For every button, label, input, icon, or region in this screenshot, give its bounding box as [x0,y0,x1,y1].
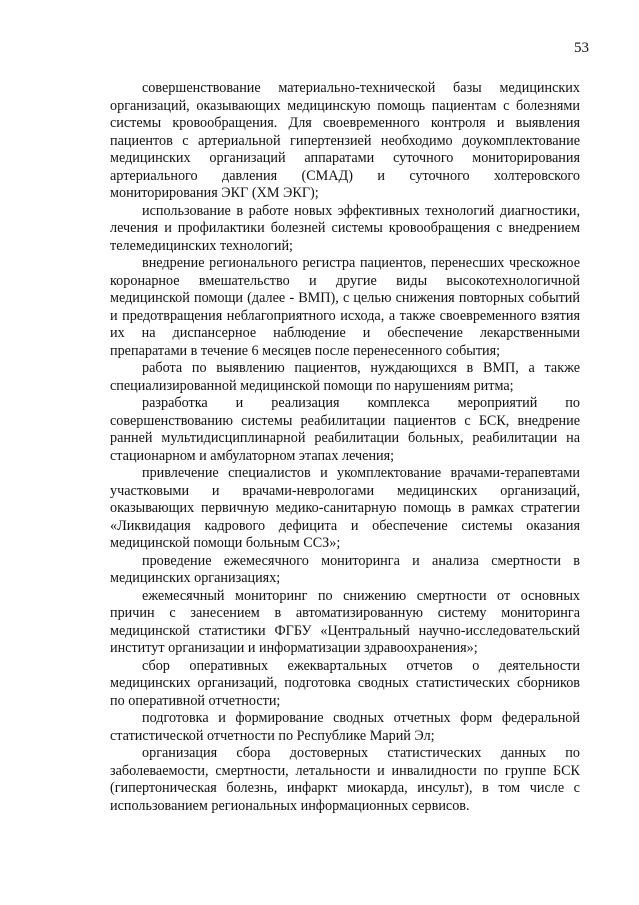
paragraph: подготовка и формирование сводных отчетных форм федеральной статистической отчетности по Республике Марий Эл; [110,710,580,744]
paragraph: ежемесячный мониторинг по снижению смертности от основных причин с занесением в автоматизированную систему мониторинга медицинской статистики ФГБУ «Центральный научно-исследовательский институт организации и информатизации здравоохранения»; [110,587,580,656]
paragraph: совершенствование материально-технической базы медицинских организаций, оказывающих медицинскую помощь пациентам с болезнями системы кровообращения. Для своевременного контроля и выявления пациентов с артериальной гипертензией необходимо доукомплектование медицинских организаций аппаратами суточного мониторирования артериального давления (СМАД) и суточного холтеровского мониторирования ЭКГ (ХМ ЭКГ); [110,80,580,201]
page-number: 53 [574,40,589,56]
paragraph: проведение ежемесячного мониторинга и анализа смертности в медицинских организациях; [110,552,580,586]
document-body [110,80,580,815]
paragraph: организация сбора достоверных статистических данных по заболеваемости, смертности, летальности и инвалидности по группе БСК (гипертоническая болезнь, инфаркт миокарда, инсульт), в том числе с использованием региональных информационных сервисов. [110,745,580,814]
paragraph: привлечение специалистов и укомплектование врачами-терапевтами участковыми и врачами-неврологами медицинских организаций, оказывающих первичную медико-санитарную помощь в рамках стратегии «Ликвидация кадрового дефицита и обеспечение системы оказания медицинской помощи больным ССЗ»; [110,465,580,551]
paragraph: разработка и реализация комплекса мероприятий по совершенствованию системы реабилитации пациентов с БСК, внедрение ранней мультидисциплинарной реабилитации больных, реабилитации на стационарном и амбулаторном этапах лечения; [110,395,580,464]
paragraph: работа по выявлению пациентов, нуждающихся в ВМП, а также специализированной медицинской помощи по нарушениям ритма; [110,360,580,394]
paragraph: использование в работе новых эффективных технологий диагностики, лечения и профилактики болезней системы кровообращения с внедрением телемедицинских технологий; [110,202,580,254]
paragraph: внедрение регионального регистра пациентов, перенесших чрескожное коронарное вмешательство и другие виды высокотехнологичной медицинской помощи (далее - ВМП), с целью снижения повторных событий и предотвращения неблагоприятного исхода, а также своевременного взятия их на диспансерное наблюдение и обеспечение лекарственными препаратами в течение 6 месяцев после перенесенного события; [110,255,580,359]
paragraph: сбор оперативных ежеквартальных отчетов о деятельности медицинских организаций, подготовка сводных статистических сборников по оперативной отчетности; [110,657,580,709]
